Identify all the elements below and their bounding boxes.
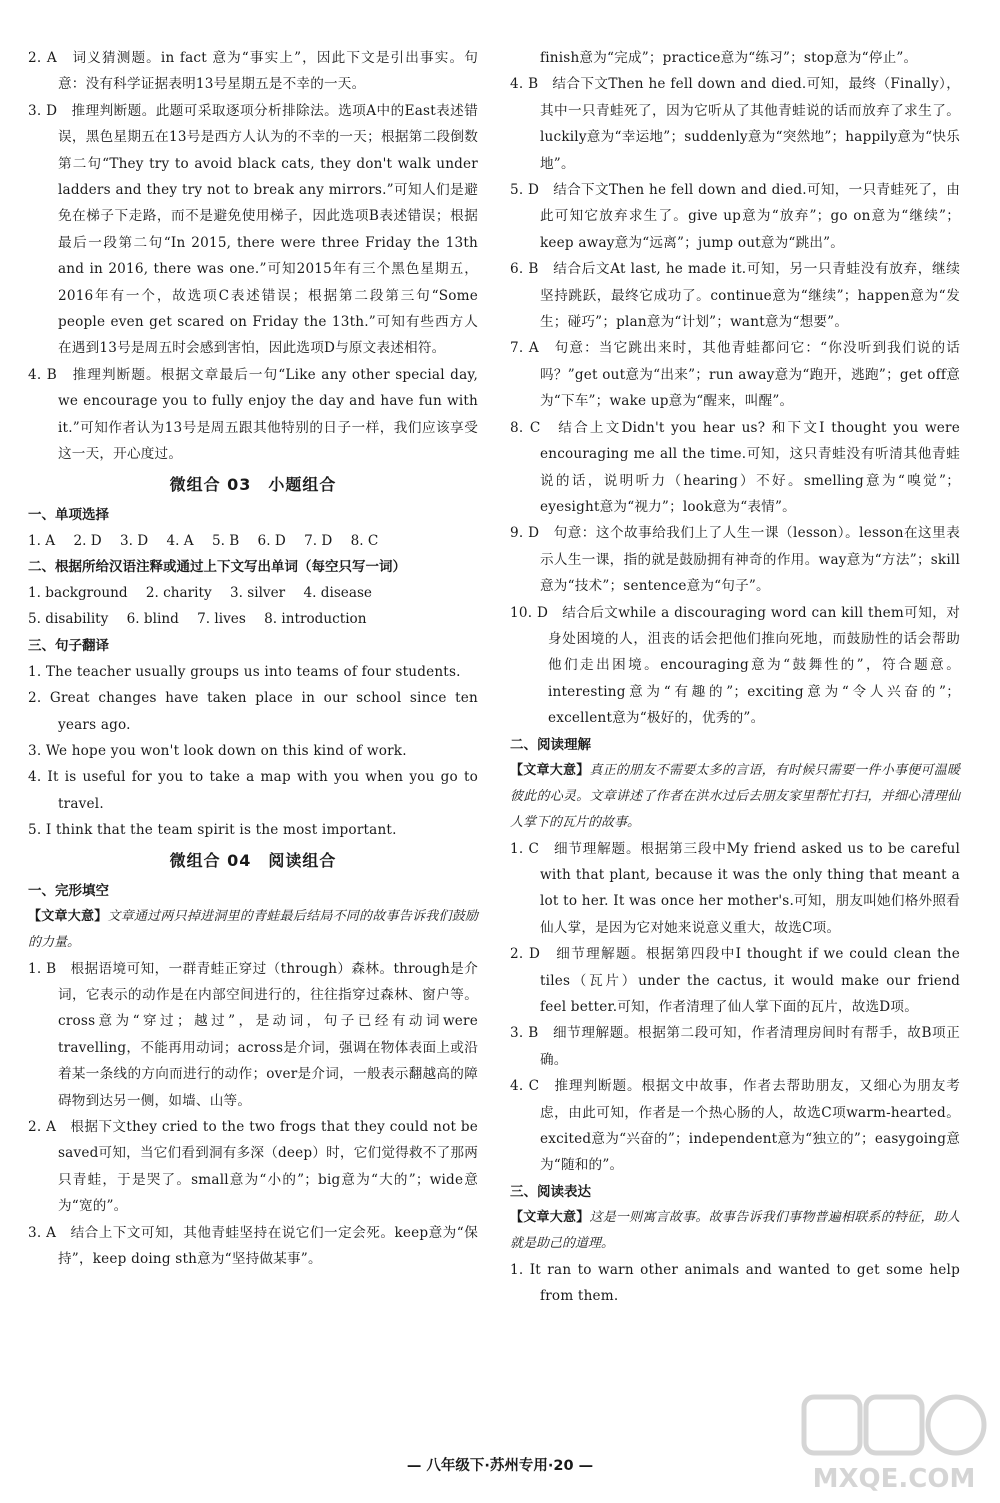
subheading-word-fill: 二、根据所给汉语注释或通过上下文写出单词（每空只写一词） xyxy=(28,558,406,575)
answer-inline: 3. D xyxy=(119,532,149,549)
answer-item: 2. A 词义猜测题。in fact 意为“事实上”，因此下文是引出事实。句意：没有科学证据表明13号星期五是不幸的一天。 xyxy=(28,50,478,93)
translation-item: 1. The teacher usually groups us into teams of four students. xyxy=(28,663,461,680)
article-summary xyxy=(510,758,960,836)
left-column xyxy=(28,45,478,1272)
answer-inline: 1. background xyxy=(28,584,128,601)
answer-item: 10. D 结合后文while a discouraging word can kill them可知，对身处困境的人，沮丧的话会把他们推向死地，而鼓励性的话会帮助他们走出困境。encouraging意为“鼓舞性的”，符合题意。interesting意为“有趣的”；exciting意为“令人兴奋的”；excellent意为“极好的，优秀的”。 xyxy=(510,604,960,727)
summary-tag: 【文章大意】 xyxy=(510,762,590,778)
answer-inline: 2. D xyxy=(73,532,102,549)
answer-item: 3. D 推理判断题。此题可采取逐项分析排除法。选项A中的East表述错误，黑色星期五在13号是西方人认为的不幸的一天；根据第二段倒数第二句“They try to avoid black cats, they don't walk under ladders and they try not to break any mirrors.”可知人们是避免在梯子下走路，而不是避免使用梯子，因此选项B表述错误；根据最后一段第二句“In 2015, there were three Friday the 13th and in 2016, there was one.”可知2015年有三个黑色星期五，2016年有一个，故选项C表述错误；根据第二段第三句“Some people even get scared on Friday the 13th.”可知有些西方人在遇到13号是周五时会感到害怕，因此选项D与原文表述相符。 xyxy=(28,102,478,357)
answer-item: 4. B 推理判断题。根据文章最后一句“Like any other special day, we encourage you to fully enjoy the day and have fun with it.”可知作者认为13号是周五跟其他特别的日子一样，我们应该享受这一天，开心度过。 xyxy=(28,366,478,463)
answer-inline: 5. disability xyxy=(28,611,109,628)
answer-inline: 7. D xyxy=(304,532,333,549)
answer-item: 7. A 句意：当它跳出来时，其他青蛙都问它：“你没听到我们说的话吗？”get out意为“出来”；run away意为“跑开，逃跑”；get off意为“下车”；wake up意为“醒来，叫醒”。 xyxy=(510,340,960,410)
answer-inline: 5. B xyxy=(211,532,240,549)
article-summary xyxy=(28,904,478,956)
word-fill-row xyxy=(28,580,478,606)
subheading-single-choice: 一、单项选择 xyxy=(28,506,109,523)
answer-inline: 1. A xyxy=(28,532,56,549)
section-title-04: 微组合 04 阅读组合 xyxy=(169,850,337,870)
answer-item: 4. C 推理判断题。根据文中故事，作者去帮助朋友，又细心为朋友考虑，由此可知，作者是一个热心肠的人，故选C项warm-hearted。excited意为“兴奋的”；independent意为“独立的”；easygoing意为“随和的”。 xyxy=(510,1078,960,1174)
translation-item: 3. We hope you won't look down on this kind of work. xyxy=(28,742,407,759)
answer-item: 2. A 根据下文they cried to the two frogs that they could not be saved可知，当它们看到洞有多深（deep）时，它们觉得救不了那两只青蛙，于是哭了。small意为“小的”；big意为“大的”；wide意为“宽的”。 xyxy=(28,1119,478,1215)
svg-text:MXQE.COM: MXQE.COM xyxy=(812,1464,976,1494)
summary-tag: 【文章大意】 xyxy=(510,1209,590,1225)
article-summary xyxy=(510,1205,960,1257)
translation-item: 4. It is useful for you to take a map with you when you go to travel. xyxy=(28,769,478,812)
answer-item: 5. D 结合下文Then he fell down and died.可知，一只青蛙死了，由此可知它放弃求生了。give up意为“放弃”；go on意为“继续”；keep away意为“远离”；jump out意为“跳出”。 xyxy=(510,182,960,251)
answer-inline: 6. D xyxy=(257,532,286,549)
subheading-reading-expression: 三、阅读表达 xyxy=(510,1183,591,1200)
subheading-reading: 二、阅读理解 xyxy=(510,736,591,753)
answer-inline: 2. charity xyxy=(145,584,212,601)
answer-inline: 3. silver xyxy=(229,584,286,601)
summary-tag: 【文章大意】 xyxy=(28,908,108,924)
section-title-03: 微组合 03 小题组合 xyxy=(169,474,337,494)
answer-inline: 8. C xyxy=(350,532,379,549)
answer-item: 6. B 结合后文At last, he made it.可知，另一只青蛙没有放弃，继续坚持跳跃，最终它成功了。continue意为“继续”；happen意为“发生；碰巧”；plan意为“计划”；want意为“想要”。 xyxy=(510,261,960,331)
single-choice-answers xyxy=(28,528,478,554)
answer-inline: 7. lives xyxy=(197,611,246,628)
answer-item: 1. C 细节理解题。根据第三段中My friend asked us to be careful with that plant, because it was the only thing that meant a lot to her. It was once her mother's.可知，朋友叫她们格外照看仙人掌，是因为它对她来说意义重大，故选C项。 xyxy=(510,840,960,936)
right-column xyxy=(510,45,960,1310)
translation-item: 5. I think that the team spirit is the most important. xyxy=(28,822,397,839)
answer-inline: 6. blind xyxy=(126,611,179,628)
word-fill-row xyxy=(28,606,478,632)
answer-item: 1. B 根据语境可知，一群青蛙正穿过（through）森林。through是介词，它表示的动作是在内部空间进行的，往往指穿过森林、窗户等。cross意为“穿过；越过”，是动词，句子已经有动词were travelling，不能再用动词；across是介词，强调在物体表面上或沿着某一条线的方向而进行的动作；over是介词，一般表示翻越高的障碍物到达另一侧，如墙、山等。 xyxy=(28,960,478,1109)
watermark-logo-icon xyxy=(794,1389,994,1499)
answer-item: 2. D 细节理解题。根据第四段中I thought if we could clean the tiles（瓦片）under the cactus, it would make our friend feel better.可知，作者清理了仙人掌下面的瓦片，故选D项。 xyxy=(510,946,960,1015)
answer-inline: 4. A xyxy=(166,532,194,549)
answer-item: 3. A 结合上下文可知，其他青蛙坚持在说它们一定会死。keep意为“保持”，keep doing sth意为“坚持做某事”。 xyxy=(28,1224,478,1268)
answer-item: 3. B 细节理解题。根据第二段可知，作者清理房间时有帮手，故B项正确。 xyxy=(510,1025,960,1068)
answer-item: 4. B 结合下文Then he fell down and died.可知，最终（Finally），其中一只青蛙死了，因为它听从了其他青蛙说的话而放弃了求生了。luckily意为“幸运地”；suddenly意为“突然地”；happily意为“快乐地”。 xyxy=(510,76,960,172)
answer-inline: 4. disease xyxy=(303,584,372,601)
subheading-translation: 三、句子翻译 xyxy=(28,637,109,654)
answer-item: 8. C 结合上文Didn't you hear us? 和下文I thought you were encouraging me all the time.可知，这只青蛙没有听清其他青蛙说的话，说明听力（hearing）不好。smelling意为“嗅觉”；eyesight意为“视力”；look意为“表情”。 xyxy=(510,419,960,515)
summary-text: 文章通过两只掉进洞里的青蛙最后结局不同的故事告诉我们鼓励的力量。 xyxy=(28,908,478,950)
continued-text: finish意为“完成”；practice意为“练习”；stop意为“停止”。 xyxy=(540,50,918,66)
page-footer: — 八年级下·苏州专用·20 — xyxy=(406,1458,594,1474)
answer-inline: 8. introduction xyxy=(264,611,367,628)
summary-text: 真正的朋友不需要太多的言语，有时候只需要一件小事便可温暖彼此的心灵。文章讲述了作者在洪水过后去朋友家里帮忙打扫，并细心清理仙人掌下的瓦片的故事。 xyxy=(510,762,960,830)
subheading-cloze: 一、完形填空 xyxy=(28,882,109,899)
translation-item: 2. Great changes have taken place in our school since ten years ago. xyxy=(28,690,478,733)
answer-item: 9. D 句意：这个故事给我们上了人生一课（lesson）。lesson在这里表示人生一课，指的就是鼓励拥有神奇的作用。way意为“方法”；skill意为“技术”；sentence意为“句子”。 xyxy=(510,525,960,595)
summary-text: 这是一则寓言故事。故事告诉我们事物普遍相联系的特征，助人就是助己的道理。 xyxy=(510,1209,960,1251)
answer-item: 1. It ran to warn other animals and wanted to get some help from them. xyxy=(510,1261,960,1305)
